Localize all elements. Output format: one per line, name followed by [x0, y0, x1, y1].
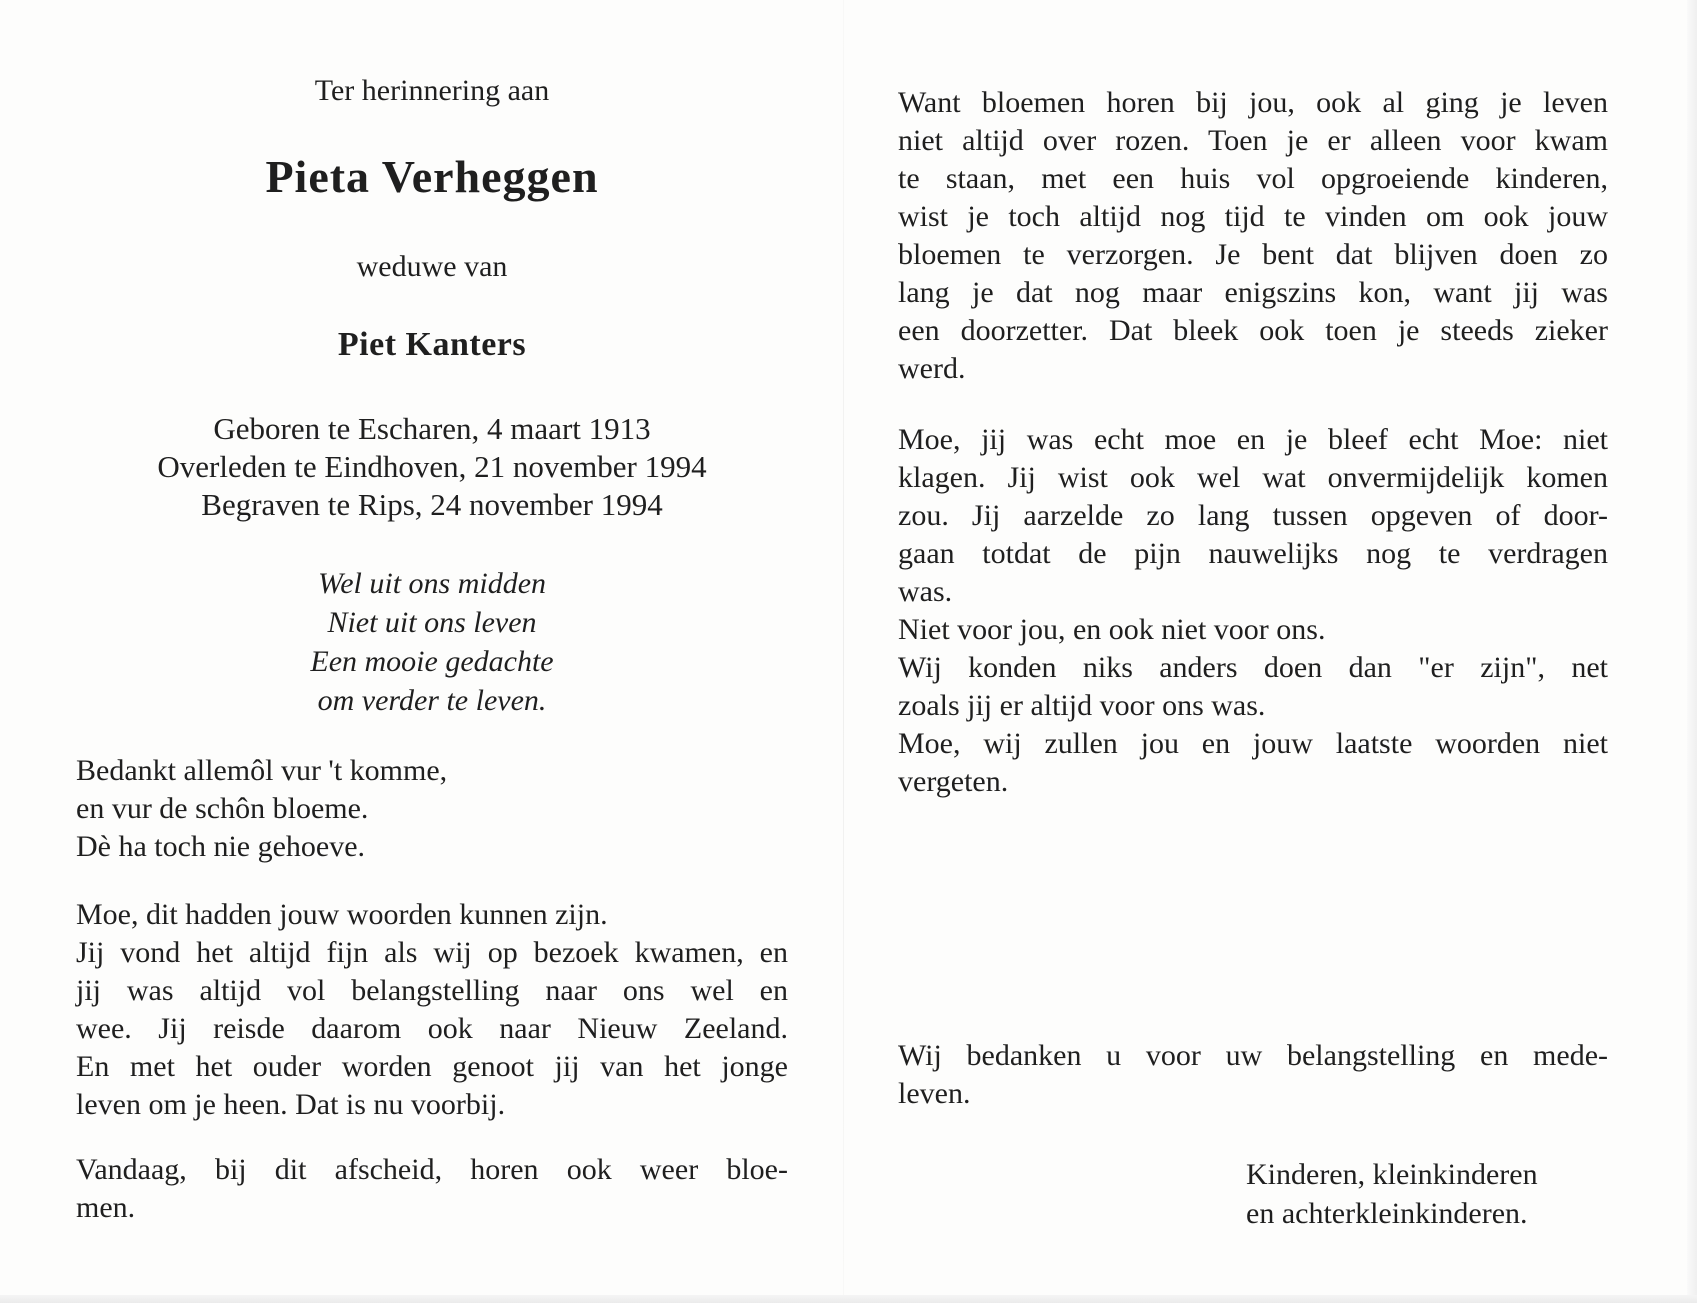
dialect-line: Bedankt allemôl vur 't komme, [76, 754, 448, 787]
tribute-paragraph-1 [76, 896, 788, 1124]
paragraph-line: wist je toch altijd nog tijd te vinden om ook jouw [898, 200, 1608, 233]
thanks-paragraph [898, 1037, 1608, 1113]
paragraph-line: zou. Jij aarzelde zo lang tussen opgeven of door- [898, 499, 1608, 532]
paragraph-line: men. [76, 1191, 136, 1224]
paragraph-line: gaan totdat de pijn nauwelijks nog te verdragen [898, 537, 1608, 570]
paragraph-line: te staan, met een huis vol opgroeiende kinderen, [898, 162, 1608, 195]
poem-line: Wel uit ons midden [317, 567, 547, 600]
flowers-paragraph [898, 84, 1608, 388]
dialect-line: Dè ha toch nie gehoeve. [76, 830, 366, 863]
signoff-line: Kinderen, kleinkinderen [1246, 1158, 1538, 1191]
death-line: Overleden te Eindhoven, 21 november 1994 [157, 449, 707, 484]
signoff-line: en achterkleinkinderen. [1246, 1197, 1528, 1230]
deceased-name: Pieta Verheggen [265, 151, 599, 202]
poem-line: om verder te leven. [317, 684, 547, 717]
paragraph-line: vergeten. [898, 765, 1009, 798]
paragraph-line: Moe, wij zullen jou en jouw laatste woorden niet [898, 727, 1608, 760]
paragraph-line: zoals jij er altijd voor ons was. [898, 689, 1266, 722]
paragraph-line: En met het ouder worden genoot jij van het jonge [76, 1050, 788, 1083]
birth-line: Geboren te Escharen, 4 maart 1913 [213, 411, 651, 446]
left-panel [76, 0, 788, 1303]
paragraph-line: lang je dat nog maar enigszins kon, want jij was [898, 276, 1608, 309]
paragraph-line: niet altijd over rozen. Toen je er alleen voor kwam [898, 124, 1608, 157]
poem-line: Niet uit ons leven [327, 606, 537, 639]
poem-line: Een mooie gedachte [310, 645, 554, 678]
signoff [1246, 1155, 1538, 1233]
moe-paragraph [898, 421, 1608, 801]
widow-of-text: weduwe van [356, 250, 508, 283]
dialect-line: en vur de schôn bloeme. [76, 792, 369, 825]
paragraph-line: Moe, dit hadden jouw woorden kunnen zijn. [76, 898, 608, 931]
paragraph-line: Vandaag, bij dit afscheid, horen ook weer bloe- [76, 1153, 788, 1186]
life-dates [76, 410, 788, 524]
paragraph-line: Want bloemen horen bij jou, ook al ging je leven [898, 86, 1608, 119]
paragraph-line: jij was altijd vol belangstelling naar ons wel en [76, 974, 788, 1007]
paragraph-line: was. [898, 575, 953, 608]
paragraph-line: leven. [898, 1077, 971, 1110]
poem [76, 564, 788, 720]
spouse-name: Piet Kanters [337, 326, 527, 363]
paragraph-line: een doorzetter. Dat bleek ook toen je steeds zieker [898, 314, 1608, 347]
card-edge-right [1687, 0, 1697, 1303]
paragraph-line: Wij konden niks anders doen dan "er zijn", net [898, 651, 1608, 684]
paragraph-line: Niet voor jou, en ook niet voor ons. [898, 613, 1326, 646]
paragraph-line: Wij bedanken u voor uw belangstelling en mede- [898, 1039, 1608, 1072]
dialect-thanks [76, 752, 788, 866]
paragraph-line: werd. [898, 352, 966, 385]
tribute-paragraph-2 [76, 1151, 788, 1227]
paragraph-line: wee. Jij reisde daarom ook naar Nieuw Zeeland. [76, 1012, 788, 1045]
paragraph-line: leven om je heen. Dat is nu voorbij. [76, 1088, 506, 1121]
paragraph-line: Moe, jij was echt moe en je bleef echt Moe: niet [898, 423, 1608, 456]
paragraph-line: klagen. Jij wist ook wel wat onvermijdelijk komen [898, 461, 1608, 494]
right-panel [898, 0, 1608, 1303]
fold-line [843, 0, 844, 1303]
paragraph-line: Jij vond het altijd fijn als wij op bezoek kwamen, en [76, 936, 788, 969]
burial-line: Begraven te Rips, 24 november 1994 [201, 487, 663, 522]
intro-text: Ter herinnering aan [314, 74, 550, 107]
paragraph-line: bloemen te verzorgen. Je bent dat blijven doen zo [898, 238, 1608, 271]
